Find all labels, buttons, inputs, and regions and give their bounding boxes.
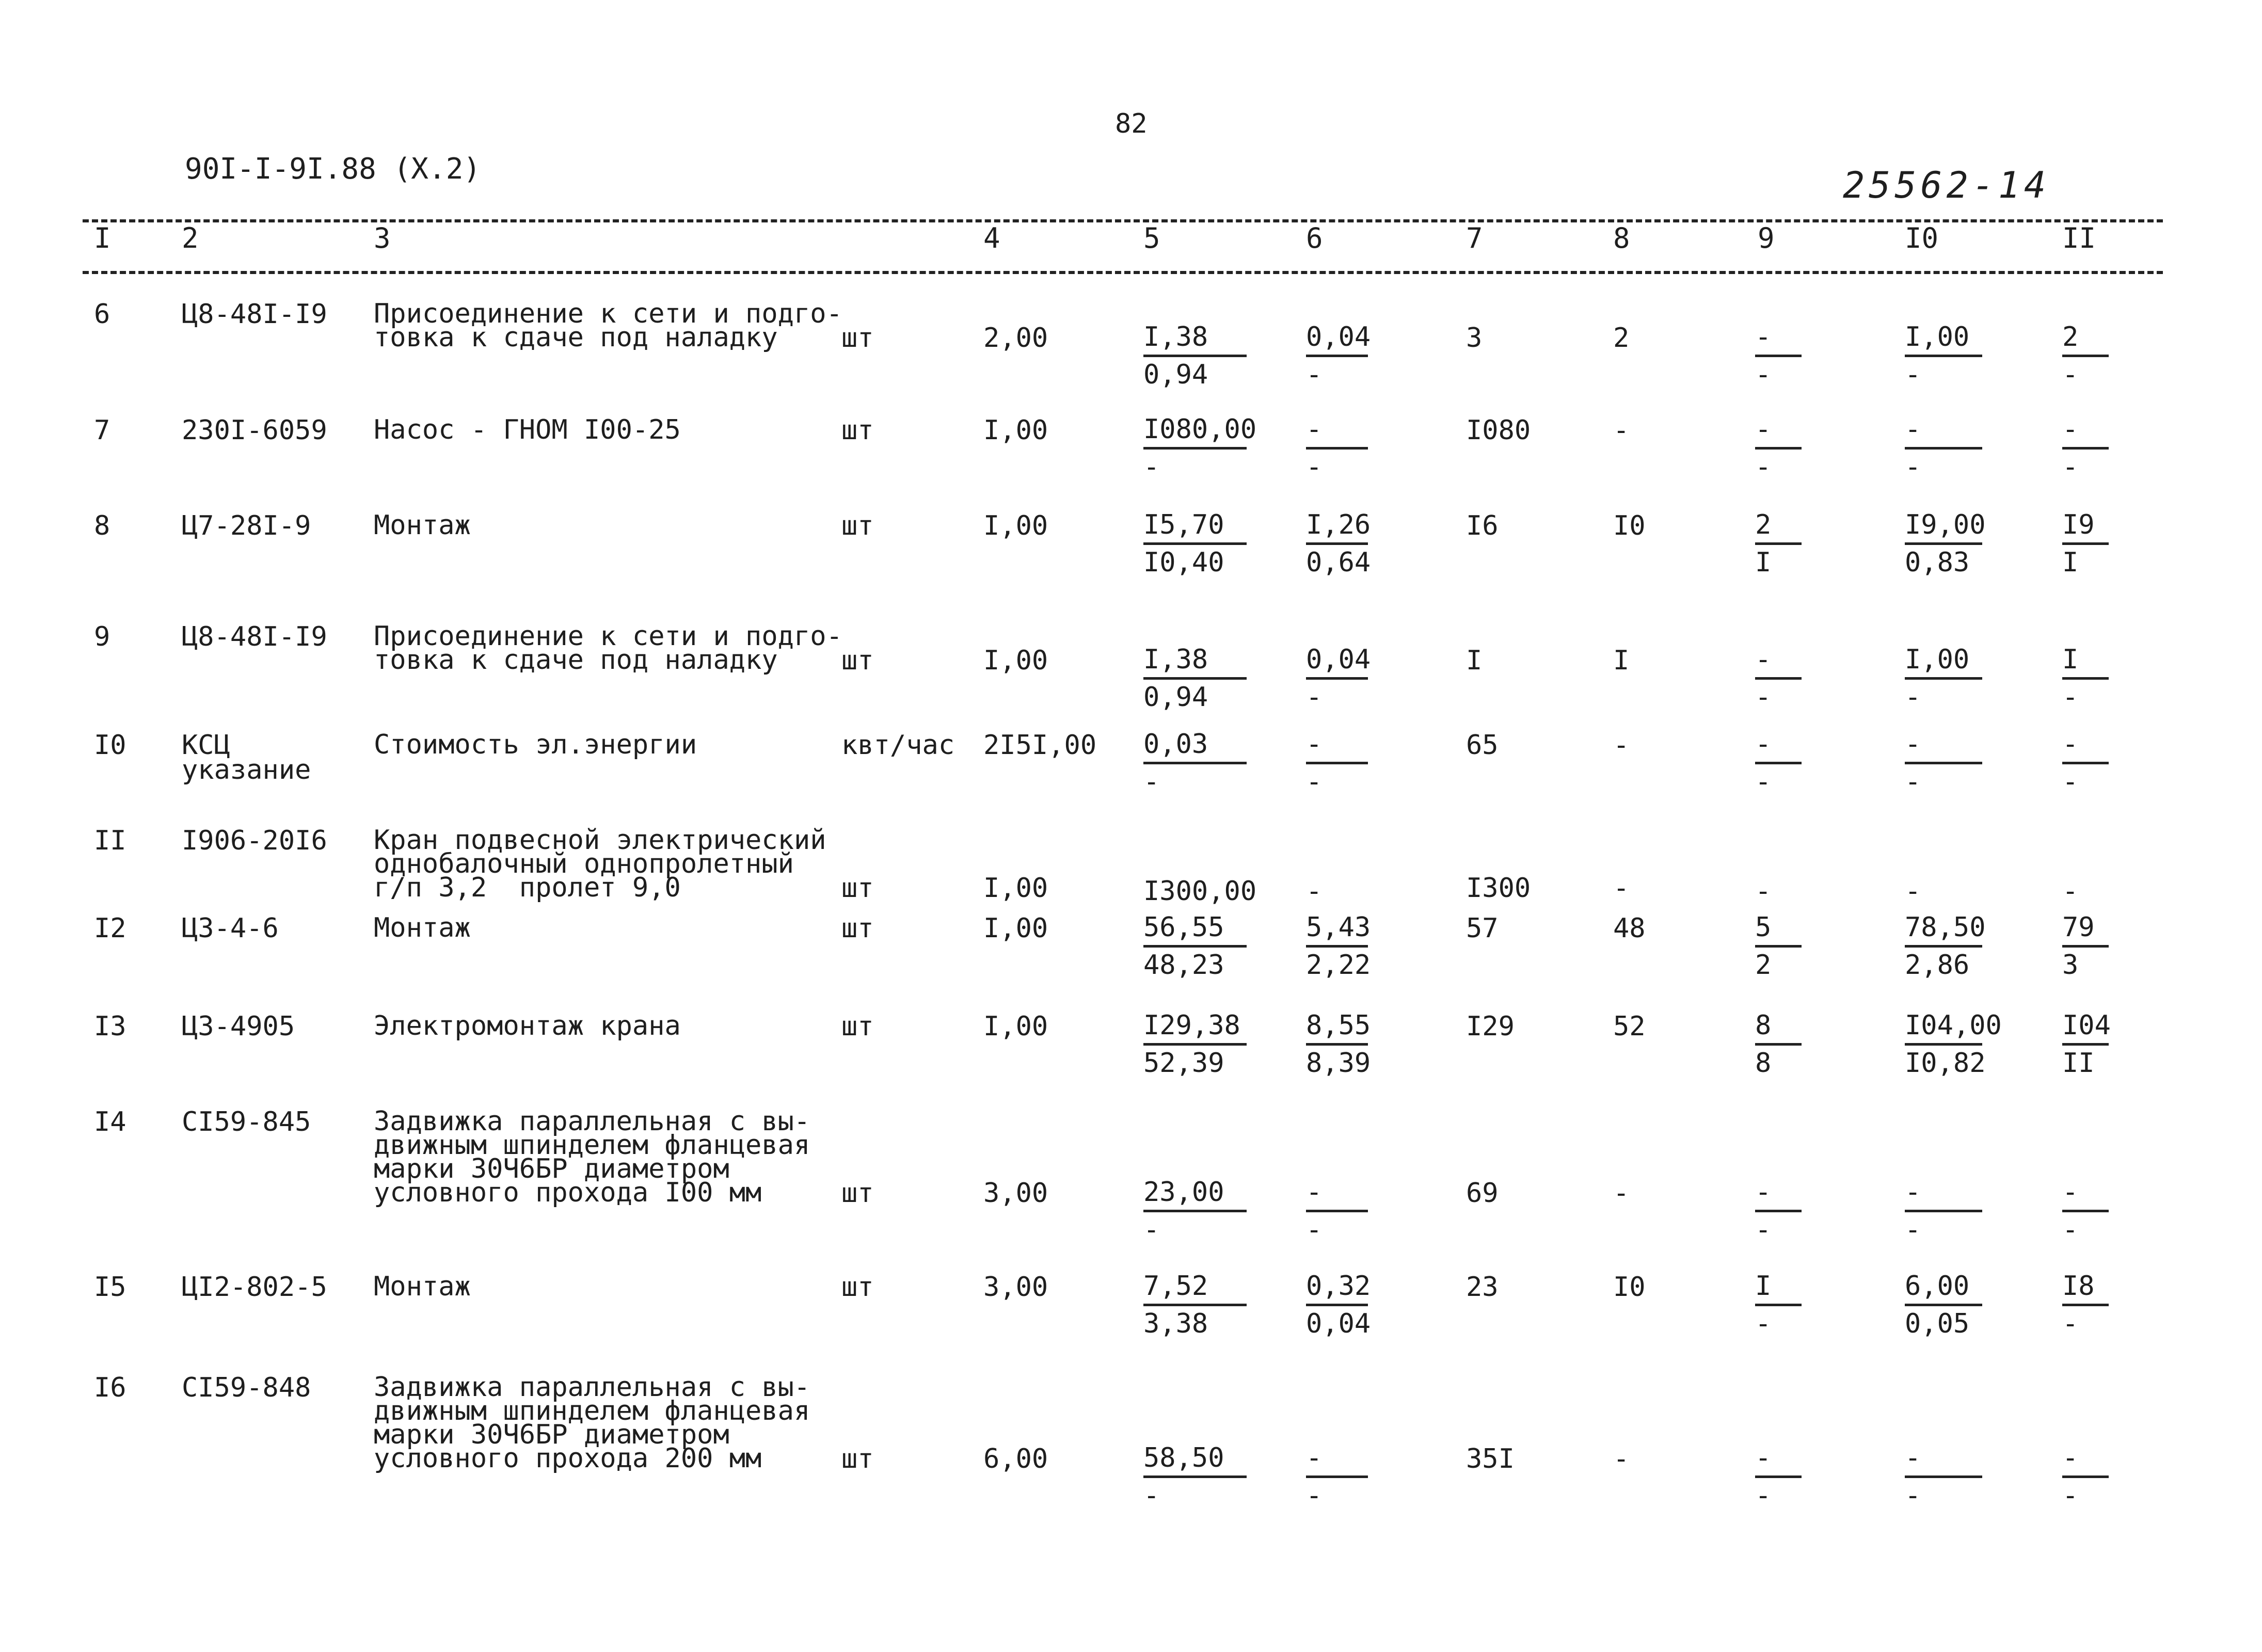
fraction-bar [1755, 945, 1802, 948]
row-number: I2 [94, 913, 126, 944]
fraction-bar [1755, 355, 1802, 357]
fraction-numerator: I,00 [1905, 644, 1970, 675]
fraction-numerator: - [1905, 414, 1921, 445]
row-description: Кран подвесной электрический однобалочный однопролетный г/п 3,2 пролет 9,0 [374, 825, 826, 903]
fraction-bar [1143, 1210, 1247, 1212]
fraction-numerator: 7,52 [1143, 1271, 1208, 1302]
fraction-denominator: I0,40 [1143, 547, 1224, 578]
fraction-bar [1306, 1475, 1368, 1478]
row-code: CI59-848 [182, 1372, 311, 1403]
fraction-numerator: - [1755, 1177, 1772, 1208]
fraction-numerator: I [2062, 644, 2079, 675]
fraction-denominator: - [1143, 766, 1160, 797]
fraction-denominator: - [2062, 1214, 2079, 1245]
fraction-denominator: 48,23 [1143, 950, 1224, 981]
fraction-c10 [1905, 1179, 1982, 1245]
fraction-numerator: I9 [2062, 509, 2095, 540]
fraction-numerator: 0,03 [1143, 729, 1208, 760]
fraction-c6 [1306, 1010, 1371, 1079]
fraction-numerator: 0,32 [1306, 1271, 1371, 1302]
value-c7: 69 [1466, 1178, 1499, 1209]
fraction-denominator: - [2062, 1308, 2079, 1339]
row-description: Монтаж [374, 1271, 471, 1302]
fraction-c5 [1143, 646, 1247, 713]
fraction-denominator: - [1306, 766, 1323, 797]
row-description: Задвижка параллельная с вы- движным шпинделем фланцевая марки 30Ч6БР диаметром условного прохода 200 мм [374, 1372, 810, 1474]
row-code: 230I-6059 [182, 415, 327, 446]
value-c7: I300 [1466, 873, 1531, 904]
value-c11: - [2062, 876, 2079, 907]
fraction-numerator: 23,00 [1143, 1177, 1224, 1208]
row-unit: шт [841, 1272, 874, 1303]
fraction-denominator: - [1306, 1214, 1323, 1245]
value-c7: 57 [1466, 913, 1499, 944]
fraction-denominator: I [1755, 547, 1772, 578]
fraction-denominator: - [1143, 1214, 1160, 1245]
page-number: 82 [1115, 108, 1148, 139]
fraction-numerator: I29,38 [1143, 1010, 1240, 1041]
value-c7: I080 [1466, 415, 1531, 446]
fraction-bar [1755, 447, 1802, 450]
fraction-bar [1306, 542, 1368, 545]
fraction-bar [1755, 762, 1802, 764]
row-number: 8 [94, 510, 110, 541]
row-code: ЦI2-802-5 [182, 1272, 327, 1303]
value-c10: - [1905, 876, 1921, 907]
fraction-c10 [1905, 416, 1982, 483]
fraction-denominator: - [1755, 359, 1772, 390]
row-unit: шт [841, 913, 874, 944]
fraction-bar [2062, 355, 2109, 357]
fraction-c10 [1905, 509, 1986, 578]
fraction-numerator: 6,00 [1905, 1271, 1970, 1302]
fraction-denominator: - [1905, 1480, 1921, 1511]
value-c8: - [1613, 873, 1630, 904]
fraction-bar [1143, 1304, 1247, 1306]
fraction-numerator: I5,70 [1143, 509, 1224, 540]
fraction-c9 [1755, 416, 1802, 483]
fraction-denominator: - [1143, 1480, 1160, 1511]
fraction-denominator: 8,39 [1306, 1048, 1371, 1079]
row-code: Ц8-48I-I9 [182, 299, 327, 330]
fraction-bar [1143, 945, 1247, 948]
fraction-c5 [1143, 731, 1247, 797]
row-unit: квт/час [841, 730, 955, 761]
fraction-bar [1143, 677, 1247, 680]
value-c7: 23 [1466, 1272, 1499, 1303]
fraction-numerator: I,38 [1143, 322, 1208, 352]
fraction-bar [1143, 1043, 1247, 1046]
row-description: Присоединение к сети и подго- товка к сдаче под наладку [374, 621, 842, 676]
row-quantity: I,00 [983, 645, 1048, 676]
value-c7: 3 [1466, 323, 1483, 354]
fraction-bar [1755, 677, 1802, 680]
fraction-c6 [1306, 509, 1371, 578]
fraction-denominator: 8 [1755, 1048, 1772, 1079]
row-description: Присоединение к сети и подго- товка к сдаче под наладку [374, 298, 842, 353]
fraction-denominator: - [2062, 359, 2079, 390]
row-quantity: 2I5I,00 [983, 730, 1097, 761]
fraction-c11 [2062, 324, 2109, 390]
fraction-c6 [1306, 1271, 1371, 1339]
fraction-bar [1905, 447, 1982, 450]
fraction-c9 [1755, 324, 1802, 390]
fraction-numerator: 79 [2062, 912, 2095, 943]
row-quantity: I,00 [983, 415, 1048, 446]
fraction-numerator: I,38 [1143, 644, 1208, 675]
value-c7: I6 [1466, 510, 1499, 541]
fraction-c9 [1755, 511, 1802, 578]
fraction-c9 [1755, 1273, 1802, 1339]
row-description: Электромонтаж крана [374, 1011, 681, 1041]
fraction-bar [1905, 762, 1982, 764]
row-quantity: 2,00 [983, 323, 1048, 354]
fraction-bar [1306, 945, 1368, 948]
fraction-c6 [1306, 1442, 1368, 1511]
value-c7: 35I [1466, 1444, 1515, 1474]
fraction-numerator: - [1306, 414, 1323, 445]
row-code: Ц8-48I-I9 [182, 621, 327, 652]
fraction-bar [1905, 355, 1982, 357]
fraction-bar [1143, 762, 1247, 764]
fraction-numerator: 0,04 [1306, 644, 1371, 675]
fraction-denominator: 0,83 [1905, 547, 1970, 578]
fraction-bar [2062, 1475, 2109, 1478]
fraction-denominator: - [1306, 452, 1323, 483]
fraction-bar [1755, 1043, 1802, 1046]
fraction-c9 [1755, 731, 1802, 797]
fraction-c11 [2062, 646, 2109, 713]
row-unit: шт [841, 1178, 874, 1209]
row-number: II [94, 825, 126, 856]
fraction-numerator: - [2062, 729, 2079, 760]
row-unit: шт [841, 1444, 874, 1474]
fraction-numerator: 2 [1755, 509, 1772, 540]
value-c8: - [1613, 1178, 1630, 1209]
col-header: 7 [1466, 222, 1483, 254]
row-quantity: 6,00 [983, 1444, 1048, 1474]
fraction-c6 [1306, 416, 1368, 483]
fraction-c10 [1905, 646, 1982, 713]
fraction-numerator: I04,00 [1905, 1010, 2002, 1041]
fraction-numerator: I [1755, 1271, 1772, 1302]
fraction-numerator: - [2062, 1442, 2079, 1473]
fraction-c5 [1143, 324, 1247, 390]
value-c8: 52 [1613, 1011, 1646, 1042]
fraction-denominator: - [1905, 452, 1921, 483]
fraction-bar [2062, 1043, 2109, 1046]
value-c6: - [1306, 876, 1323, 907]
fraction-numerator: 8 [1755, 1010, 1772, 1041]
fraction-c5 [1143, 914, 1247, 981]
row-quantity: I,00 [983, 510, 1048, 541]
row-quantity: I,00 [983, 913, 1048, 944]
fraction-numerator: - [1755, 1442, 1772, 1473]
fraction-c11 [2062, 1273, 2109, 1339]
fraction-denominator: 0,94 [1143, 359, 1208, 390]
fraction-numerator: I9,00 [1905, 509, 1986, 540]
fraction-bar [1143, 1475, 1247, 1478]
row-description: Стоимость эл.энергии [374, 729, 697, 760]
value-c7: I29 [1466, 1011, 1515, 1042]
row-code: Ц3-4-6 [182, 913, 279, 944]
fraction-c5 [1143, 1179, 1247, 1245]
value-c8: I0 [1613, 510, 1646, 541]
fraction-c11 [2062, 731, 2109, 797]
document-code: 90I-I-9I.88 (X.2) [185, 152, 481, 186]
fraction-numerator: - [1755, 322, 1772, 352]
fraction-denominator: - [1306, 359, 1323, 390]
fraction-numerator: 5 [1755, 912, 1772, 943]
fraction-numerator: - [1905, 1177, 1921, 1208]
row-number: 6 [94, 299, 110, 330]
row-number: I5 [94, 1272, 126, 1303]
row-unit: шт [841, 415, 874, 446]
fraction-c5 [1143, 1012, 1247, 1079]
fraction-bar [1905, 677, 1982, 680]
col-header: 6 [1306, 222, 1323, 254]
fraction-denominator: - [1905, 1214, 1921, 1245]
fraction-bar [1143, 542, 1247, 545]
fraction-denominator: - [2062, 452, 2079, 483]
fraction-denominator: 0,05 [1905, 1308, 1970, 1339]
fraction-numerator: - [1755, 414, 1772, 445]
col-header: 2 [182, 222, 199, 254]
row-description: Насос - ГНОМ I00-25 [374, 414, 681, 445]
fraction-c6 [1306, 912, 1371, 981]
row-quantity: 3,00 [983, 1178, 1048, 1209]
fraction-denominator: 3 [2062, 950, 2079, 981]
row-code: I906-20I6 [182, 825, 327, 856]
value-c8: - [1613, 1444, 1630, 1474]
fraction-bar [2062, 1304, 2109, 1306]
row-number: 7 [94, 415, 110, 446]
fraction-c9 [1755, 646, 1802, 713]
fraction-denominator: 3,38 [1143, 1308, 1208, 1339]
fraction-c9 [1755, 1012, 1802, 1079]
fraction-numerator: 2 [2062, 322, 2079, 352]
fraction-bar [2062, 447, 2109, 450]
fraction-bar [1306, 1210, 1368, 1212]
value-c7: I [1466, 645, 1483, 676]
fraction-denominator: - [1755, 682, 1772, 713]
fraction-bar [1306, 1304, 1368, 1306]
fraction-c5 [1143, 414, 1257, 483]
fraction-numerator: - [1905, 729, 1921, 760]
row-description: Монтаж [374, 510, 471, 541]
row-description: Монтаж [374, 912, 471, 943]
fraction-bar [1306, 447, 1368, 450]
fraction-bar [1905, 945, 1982, 948]
fraction-denominator: - [2062, 1480, 2079, 1511]
fraction-bar [1905, 1210, 1982, 1212]
value-c8: I0 [1613, 1272, 1646, 1303]
fraction-denominator: - [1755, 452, 1772, 483]
sheet-code: 25562-14 [1843, 164, 2050, 206]
value-c8: 2 [1613, 323, 1630, 354]
col-header: 3 [374, 222, 391, 254]
row-number: 9 [94, 621, 110, 652]
fraction-bar [1755, 542, 1802, 545]
fraction-denominator: - [1905, 766, 1921, 797]
fraction-denominator: 2,22 [1306, 950, 1371, 981]
fraction-c5 [1143, 1273, 1247, 1339]
value-c9: - [1755, 876, 1772, 907]
row-quantity: I,00 [983, 1011, 1048, 1042]
fraction-numerator: 0,04 [1306, 322, 1371, 352]
fraction-denominator: - [1143, 452, 1160, 483]
fraction-bar [1755, 1210, 1802, 1212]
fraction-c10 [1905, 1442, 1982, 1511]
fraction-c11 [2062, 1012, 2109, 1079]
fraction-bar [1905, 1043, 1982, 1046]
fraction-bar [1306, 355, 1368, 357]
fraction-c6 [1306, 322, 1371, 390]
fraction-bar [1143, 355, 1247, 357]
fraction-denominator: I0,82 [1905, 1048, 1986, 1079]
fraction-bar [1905, 1304, 1982, 1306]
row-code: CI59-845 [182, 1106, 311, 1137]
fraction-c5 [1143, 1442, 1247, 1511]
value-c7: 65 [1466, 730, 1499, 761]
col-header: I0 [1905, 222, 1939, 254]
fraction-numerator: - [1905, 1442, 1921, 1473]
row-quantity: 3,00 [983, 1272, 1048, 1303]
fraction-c10 [1905, 912, 1986, 981]
row-unit: шт [841, 873, 874, 904]
fraction-numerator: 58,50 [1143, 1442, 1224, 1473]
fraction-denominator: - [1755, 1308, 1772, 1339]
col-header: I [94, 222, 111, 254]
fraction-denominator: 2 [1755, 950, 1772, 981]
fraction-numerator: I,26 [1306, 509, 1371, 540]
value-c8: 48 [1613, 913, 1646, 944]
row-description: Задвижка параллельная с вы- движным шпинделем фланцевая марки 30Ч6БР диаметром условного прохода I00 мм [374, 1106, 810, 1208]
fraction-numerator: - [1306, 729, 1323, 760]
row-unit: шт [841, 645, 874, 676]
fraction-c11 [2062, 416, 2109, 483]
fraction-c9 [1755, 1442, 1802, 1511]
fraction-numerator: 78,50 [1905, 912, 1986, 943]
fraction-bar [1755, 1304, 1802, 1306]
table-header [0, 222, 2262, 263]
fraction-denominator: - [1306, 1480, 1323, 1511]
fraction-numerator: I04 [2062, 1010, 2111, 1041]
fraction-numerator: I080,00 [1143, 414, 1257, 445]
fraction-bar [1905, 542, 1982, 545]
value-c8: - [1613, 730, 1630, 761]
fraction-numerator: - [1306, 1442, 1323, 1473]
fraction-bar [2062, 677, 2109, 680]
fraction-denominator: 0,64 [1306, 547, 1371, 578]
fraction-c6 [1306, 731, 1368, 797]
row-number: I3 [94, 1011, 126, 1042]
fraction-bar [1755, 1475, 1802, 1478]
fraction-denominator: - [1905, 682, 1921, 713]
fraction-c5 [1143, 511, 1247, 578]
header-bottom-rule [83, 271, 2163, 274]
fraction-denominator: - [2062, 766, 2079, 797]
fraction-numerator: - [2062, 414, 2079, 445]
fraction-bar [2062, 945, 2109, 948]
fraction-numerator: - [2062, 1177, 2079, 1208]
fraction-denominator: 0,04 [1306, 1308, 1371, 1339]
fraction-c10 [1905, 1010, 2002, 1079]
fraction-bar [1306, 677, 1368, 680]
row-unit: шт [841, 1011, 874, 1042]
row-number: I4 [94, 1106, 126, 1137]
fraction-denominator: - [1306, 682, 1323, 713]
fraction-numerator: I8 [2062, 1271, 2095, 1302]
fraction-c6 [1306, 1179, 1368, 1245]
fraction-denominator: - [1755, 766, 1772, 797]
fraction-bar [2062, 762, 2109, 764]
fraction-c11 [2062, 511, 2109, 578]
col-header: 9 [1758, 222, 1775, 254]
fraction-denominator: 2,86 [1905, 950, 1970, 981]
fraction-c6 [1306, 644, 1371, 713]
row-code: Ц3-4905 [182, 1011, 295, 1042]
col-header: II [2062, 222, 2096, 254]
row-unit: шт [841, 323, 874, 354]
fraction-c11 [2062, 1179, 2109, 1245]
row-quantity: I,00 [983, 873, 1048, 904]
fraction-numerator: - [1306, 1177, 1323, 1208]
col-header: 5 [1143, 222, 1160, 254]
fraction-numerator: - [1755, 644, 1772, 675]
fraction-denominator: 0,94 [1143, 682, 1208, 713]
fraction-bar [1143, 447, 1247, 450]
row-unit: шт [841, 510, 874, 541]
fraction-bar [1905, 1475, 1982, 1478]
fraction-denominator: - [2062, 682, 2079, 713]
fraction-denominator: 52,39 [1143, 1048, 1224, 1079]
fraction-numerator: 8,55 [1306, 1010, 1371, 1041]
row-number: I0 [94, 730, 126, 761]
fraction-numerator: I,00 [1905, 322, 1970, 352]
col-header: 8 [1613, 222, 1630, 254]
fraction-bar [2062, 1210, 2109, 1212]
row-code: Ц7-28I-9 [182, 510, 311, 541]
fraction-c11 [2062, 914, 2109, 981]
fraction-denominator: II [2062, 1048, 2095, 1079]
row-number: I6 [94, 1372, 126, 1403]
col-header: 4 [983, 222, 1000, 254]
fraction-denominator: - [1755, 1214, 1772, 1245]
fraction-c9 [1755, 1179, 1802, 1245]
fraction-c10 [1905, 1273, 1982, 1339]
value-c8: - [1613, 415, 1630, 446]
fraction-numerator: 5,43 [1306, 912, 1371, 943]
fraction-denominator: - [1755, 1480, 1772, 1511]
fraction-bar [2062, 542, 2109, 545]
fraction-c11 [2062, 1442, 2109, 1511]
fraction-numerator: - [1755, 729, 1772, 760]
fraction-c10 [1905, 731, 1982, 797]
row-code: КСЦ указание [182, 730, 311, 785]
value-c8: I [1613, 645, 1630, 676]
fraction-c10 [1905, 324, 1982, 390]
fraction-numerator: 56,55 [1143, 912, 1224, 943]
fraction-bar [1306, 1043, 1368, 1046]
fraction-c9 [1755, 914, 1802, 981]
fraction-denominator: I [2062, 547, 2079, 578]
fraction-denominator: - [1905, 359, 1921, 390]
value-c5: I300,00 [1143, 876, 1257, 907]
fraction-bar [1306, 762, 1368, 764]
